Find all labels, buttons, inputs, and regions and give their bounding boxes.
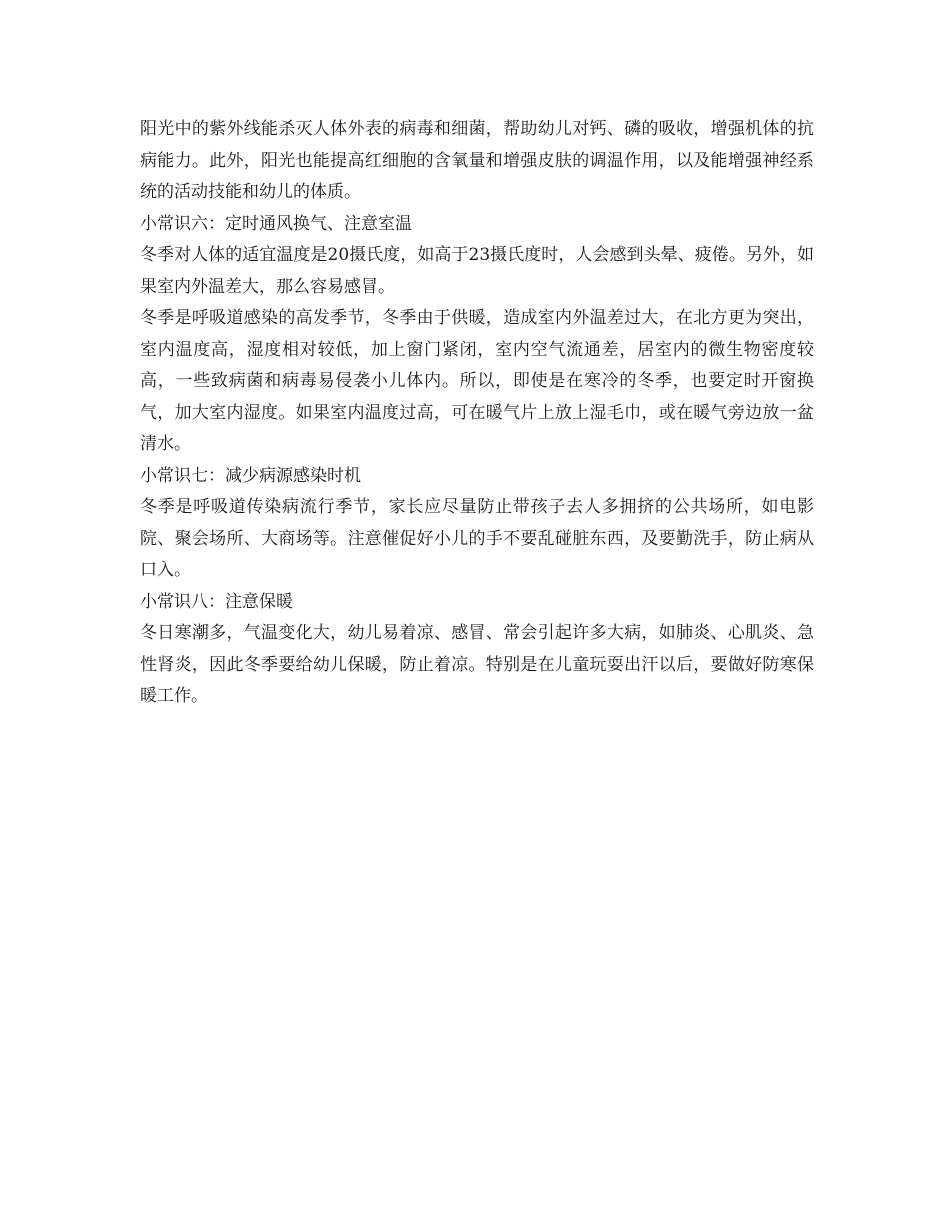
- paragraph-ventilation: 冬季是呼吸道感染的高发季节，冬季由于供暖，造成室内外温差过大，在北方更为突出，室内温度高，湿度相对较低，加上窗门紧闭，室内空气流通差，居室内的微生物密度较高，一些致病菌和病毒易侵袭小儿体内。所以，即使是在寒冷的冬季，也要定时开窗换气，加大室内湿度。如果室内温度过高，可在暖气片上放上湿毛巾，或在暖气旁边放一盆清水。: [140, 308, 814, 454]
- paragraph-keep-warm: 冬日寒潮多，气温变化大，幼儿易着凉、感冒、常会引起许多大病，如肺炎、心肌炎、急性肾炎，因此冬季要给幼儿保暖，防止着凉。特别是在儿童玩耍出汗以后，要做好防寒保暖工作。: [140, 623, 814, 706]
- paragraph-sunlight: 阳光中的紫外线能杀灭人体外表的病毒和细菌，帮助幼儿对钙、磷的吸收，增强机体的抗病能力。此外，阳光也能提高红细胞的含氧量和增强皮肤的调温作用，以及能增强神经系统的活动技能和幼儿的体质。: [140, 119, 814, 202]
- paragraph-room-temperature: 冬季对人体的适宜温度是20摄氏度，如高于23摄氏度时，人会感到头晕、疲倦。另外，如果室内外温差大，那么容易感冒。: [140, 245, 814, 297]
- document-body: [140, 114, 814, 713]
- section-heading-8: 小常识八：注意保暖: [140, 591, 293, 612]
- section-heading-6: 小常识六：定时通风换气、注意室温: [140, 213, 412, 234]
- section-heading-7: 小常识七：减少病源感染时机: [140, 465, 361, 486]
- paragraph-infection-prevention: 冬季是呼吸道传染病流行季节，家长应尽量防止带孩子去人多拥挤的公共场所，如电影院、聚会场所、大商场等。注意催促好小儿的手不要乱碰脏东西，及要勤洗手，防止病从口入。: [140, 497, 814, 580]
